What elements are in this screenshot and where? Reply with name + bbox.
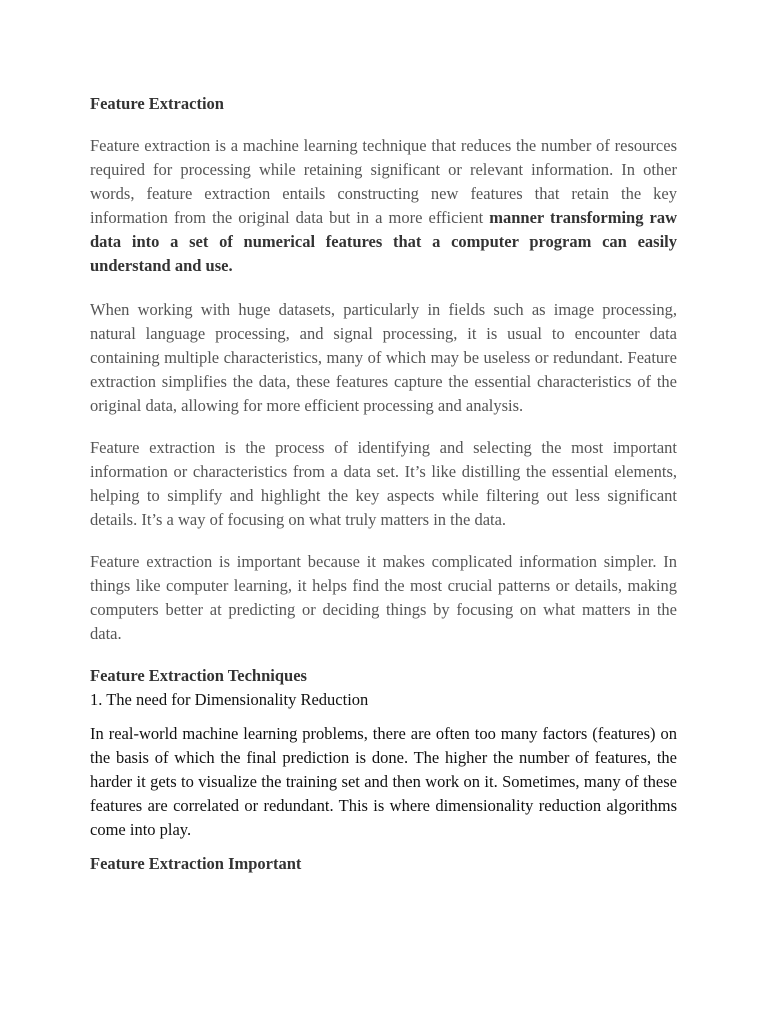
document-page (90, 92, 677, 876)
paragraph-huge-datasets: When working with huge datasets, particularly in fields such as image processing, natural language processing, and signal processing, it is usual to encounter data containing multiple characteristics, many of which may be useless or redundant. Feature extraction simplifies the data, these features capture the essential characteristics of the original data, allowing for more efficient processing and analysis. (90, 300, 677, 415)
section-heading-feature-extraction: Feature Extraction (90, 94, 224, 113)
paragraph-real-world-problems: In real-world machine learning problems, there are often too many factors (features) on the basis of which the final prediction is done. The higher the number of features, the harder it gets to visualize the training set and then work on it. Sometimes, many of these features are correlated or redundant. This is where dimensionality reduction algorithms come into play. (90, 724, 677, 839)
section-heading-important: Feature Extraction Important (90, 854, 302, 873)
paragraph-importance: Feature extraction is important because it makes complicated information simpler. In things like computer learning, it helps find the most crucial patterns or details, making computers better at predicting or deciding things by focusing on what matters in the data. (90, 552, 677, 643)
paragraph-definition (90, 134, 677, 278)
paragraph-process-identifying: Feature extraction is the process of identifying and selecting the most important information or characteristics from a data set. It’s like distilling the essential elements, helping to simplify and highlight the key aspects while filtering out less significant details. It’s a way of focusing on what truly matters in the data. (90, 438, 677, 529)
subheading-dimensionality-reduction: 1. The need for Dimensionality Reduction (90, 690, 369, 709)
paragraph-definition-text: Feature extraction is a machine learning technique that reduces the number of resources required for processing while retaining significant or relevant information. In other words, feature extraction entails constructing new features that retain the key information from the original data but in a more efficient (90, 136, 677, 227)
section-heading-techniques: Feature Extraction Techniques (90, 666, 307, 685)
paragraph-definition-bold-text: manner transforming raw data into a set of numerical features that a computer program can easily understand and use. (90, 208, 677, 275)
